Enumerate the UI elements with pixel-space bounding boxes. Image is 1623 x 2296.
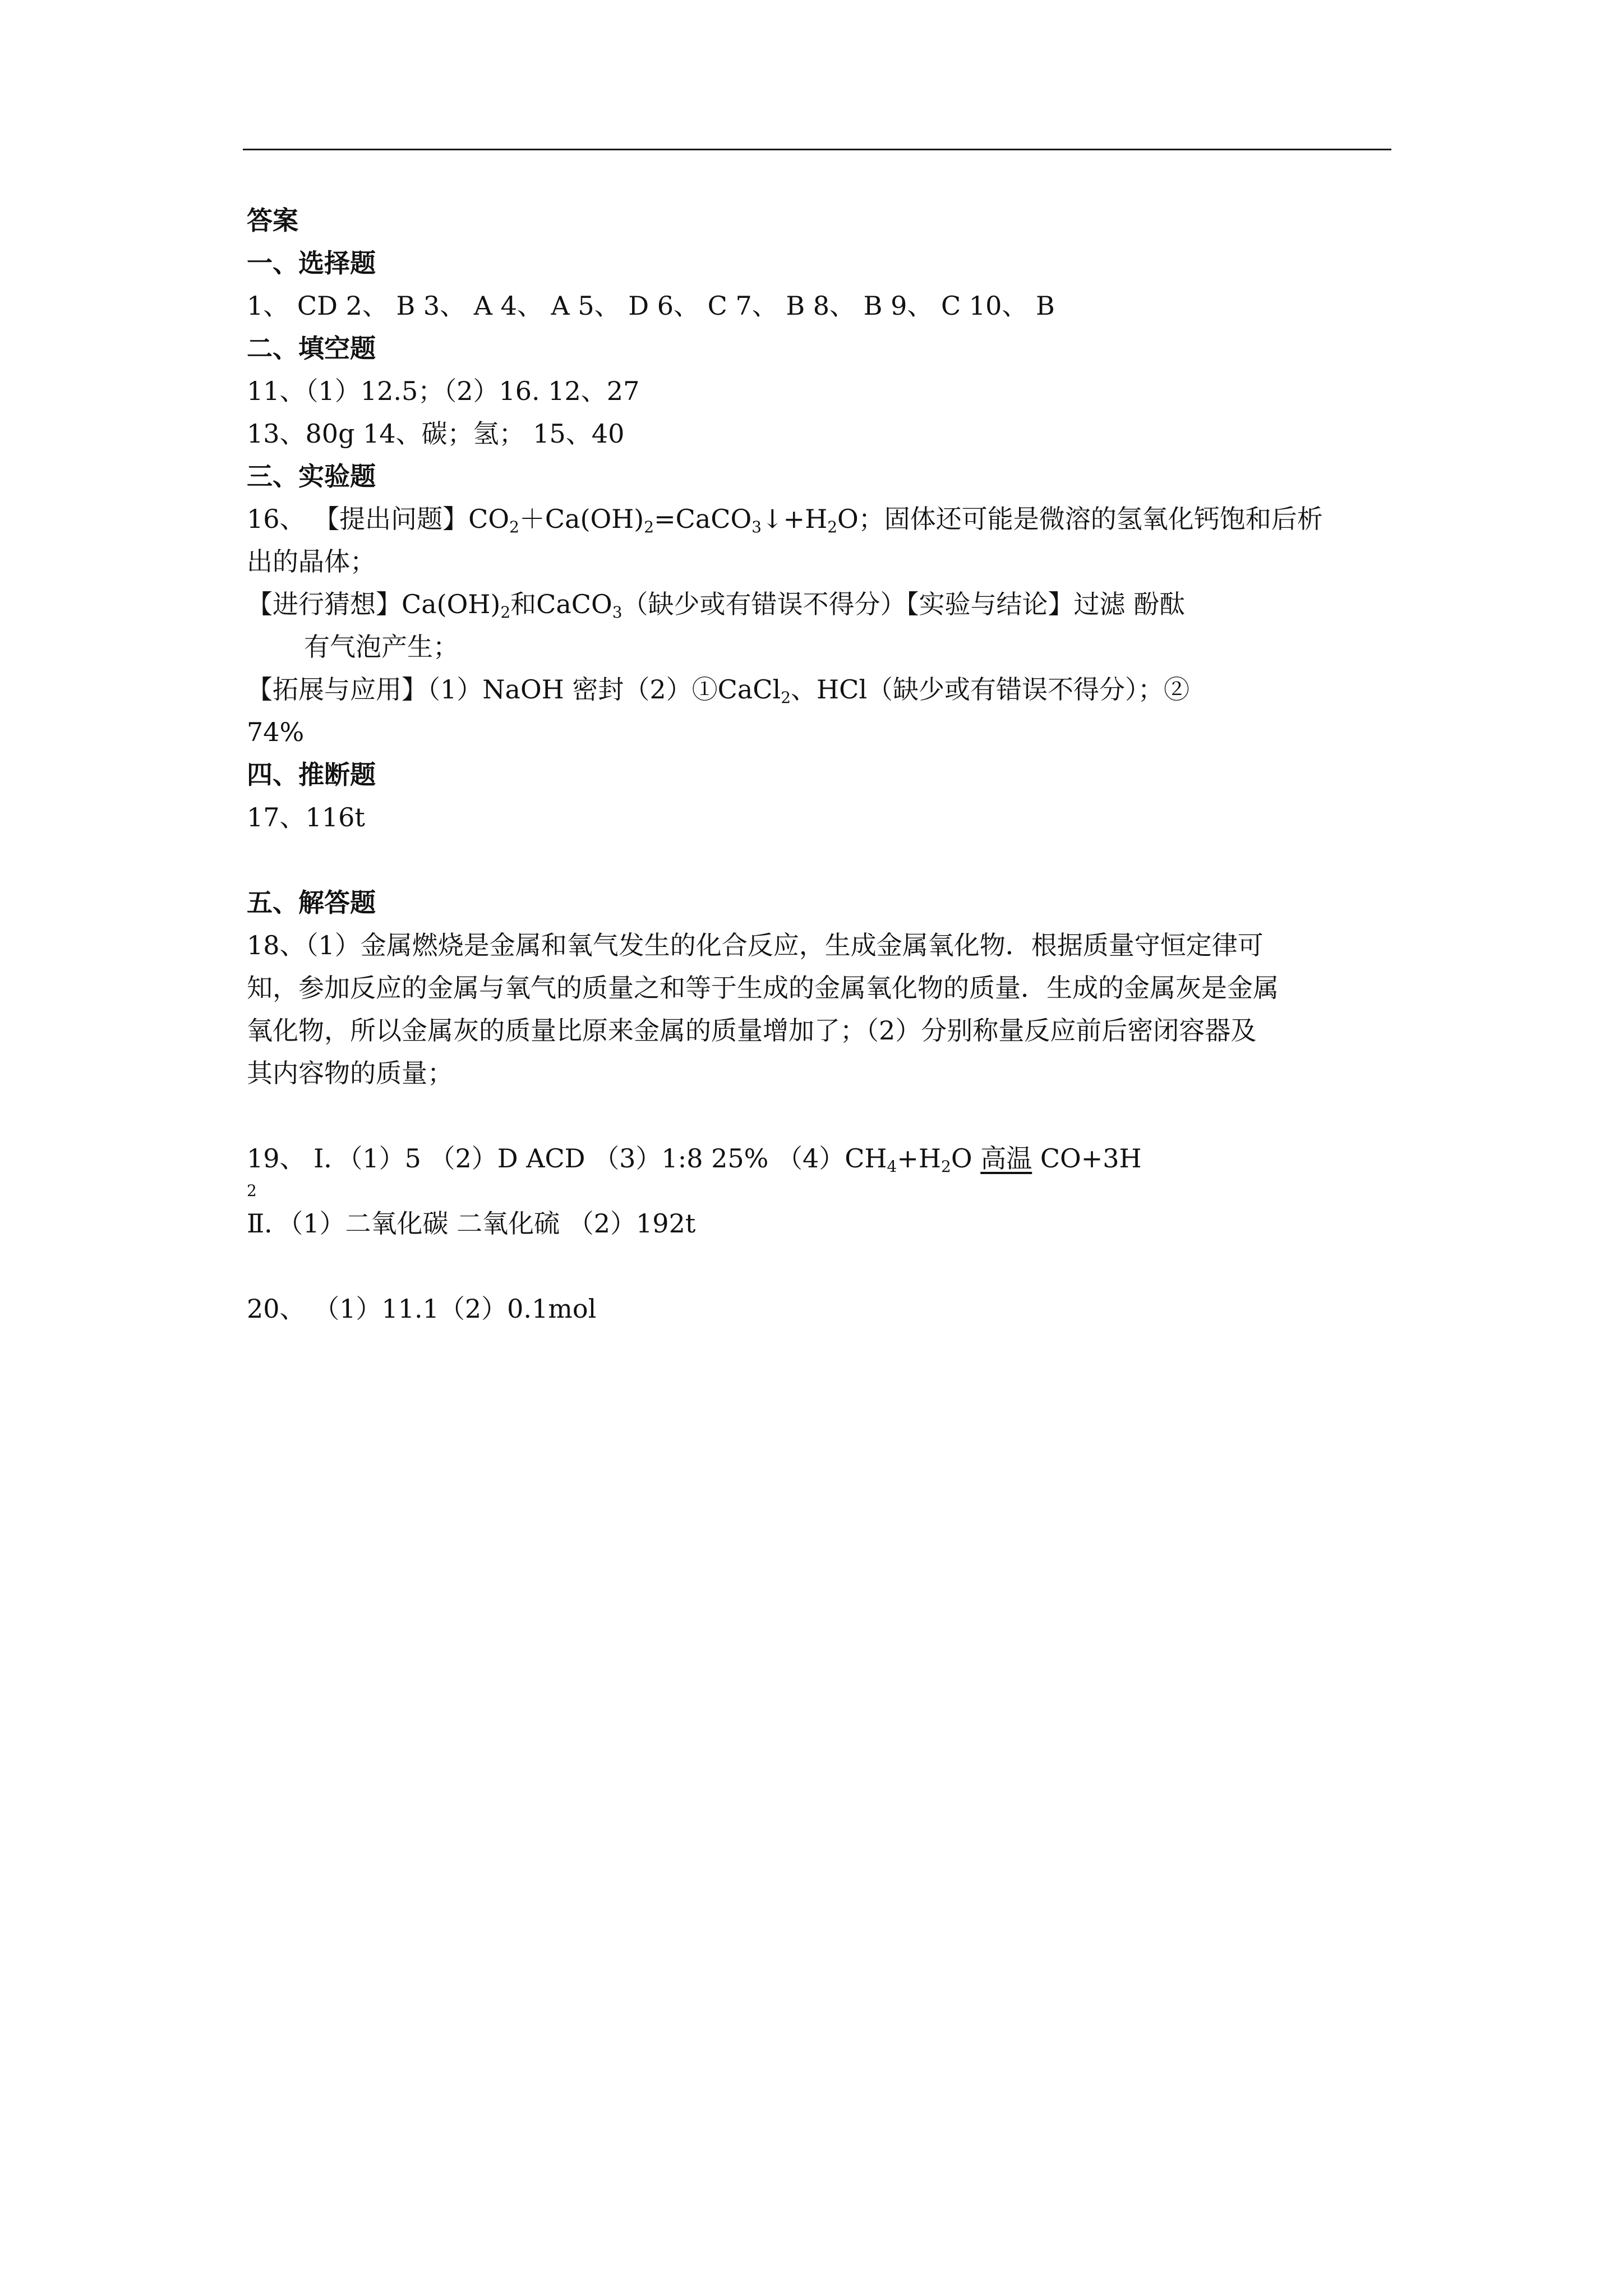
section-choice: 一、选择题 (247, 248, 376, 278)
answer-16-line-6: 74% (247, 717, 305, 747)
text: O；固体还可能是微溶的氢氧化钙饱和后析 (837, 504, 1323, 534)
subscript: 2 (827, 518, 838, 536)
text: =CaCO (654, 504, 752, 534)
spacer (247, 839, 1396, 881)
doc-title: 答案 (247, 205, 298, 236)
answers-13-15: 13、80g 14、碳；氢； 15、40 (247, 418, 625, 449)
subscript: 2 (941, 1157, 951, 1176)
section-experiment: 三、实验题 (247, 461, 376, 491)
answer-19-line-1 (247, 1137, 1396, 1180)
text: 19、 Ⅰ．（1）5 （2）D ACD （3）1:8 25% （4）CH (247, 1143, 887, 1174)
subscript: 3 (751, 518, 762, 536)
answer-16-line-3 (247, 583, 1396, 625)
text: ＋Ca(OH) (519, 504, 644, 534)
text: +H (897, 1143, 942, 1174)
text: 【进行猜想】Ca(OH) (247, 589, 501, 619)
answer-document (247, 199, 1396, 1330)
answer-18-line-2: 知，参加反应的金属与氧气的质量之和等于生成的金属氧化物的质量．生成的金属灰是金属 (247, 973, 1279, 1003)
subscript: 3 (612, 603, 623, 622)
text: 和CaCO (510, 589, 612, 619)
spacer (247, 1245, 1396, 1287)
subscript: 2 (644, 518, 654, 536)
answer-17: 17、116t (247, 802, 365, 832)
subscript: 2 (500, 603, 511, 622)
answers-1-10: 1、 CD 2、 B 3、 A 4、 A 5、 D 6、 C 7、 B 8、 B 9、 C 10、 B (247, 291, 1055, 321)
answer-16-line-1 (247, 498, 1396, 540)
section-fill: 二、填空题 (247, 333, 376, 364)
answers-11-12: 11、（1）12.5；（2）16. 12、27 (247, 376, 640, 406)
text: （缺少或有错误不得分）【实验与结论】过滤 酚酞 (622, 589, 1186, 619)
text: ↓+H (761, 504, 828, 534)
subscript: 4 (887, 1157, 897, 1176)
reaction-condition: 高温 (980, 1143, 1032, 1174)
subscript: 2 (781, 688, 791, 707)
header-rule (243, 149, 1391, 150)
answer-19-wrap-subscript: 2 (247, 1181, 257, 1200)
answer-18-line-3: 氧化物，所以金属灰的质量比原来金属的质量增加了；（2）分别称量反应前后密闭容器及 (247, 1015, 1257, 1046)
answer-16-line-5 (247, 668, 1396, 711)
answer-16-line-4: 有气泡产生； (304, 632, 459, 662)
section-inference: 四、推断题 (247, 760, 376, 790)
text: 16、 【提出问题】CO (247, 504, 510, 534)
text: 【拓展与应用】（1）NaOH 密封（2）①CaCl (247, 674, 781, 705)
section-solution: 五、解答题 (247, 887, 376, 918)
text: O (951, 1143, 981, 1174)
answer-18-line-4: 其内容物的质量； (247, 1058, 453, 1088)
answer-16-line-2: 出的晶体； (247, 546, 376, 577)
text: CO+3H (1032, 1143, 1142, 1174)
subscript: 2 (509, 518, 519, 536)
answer-20: 20、 （1）11.1（2）0.1mol (247, 1294, 597, 1324)
text: 、HCl（缺少或有错误不得分）；② (791, 674, 1190, 705)
spacer (247, 1094, 1396, 1137)
answer-18-line-1: 18、（1）金属燃烧是金属和氧气发生的化合反应，生成金属氧化物．根据质量守恒定律可 (247, 930, 1264, 960)
answer-19-line-2: Ⅱ．（1）二氧化碳 二氧化硫 （2）192t (247, 1208, 696, 1239)
